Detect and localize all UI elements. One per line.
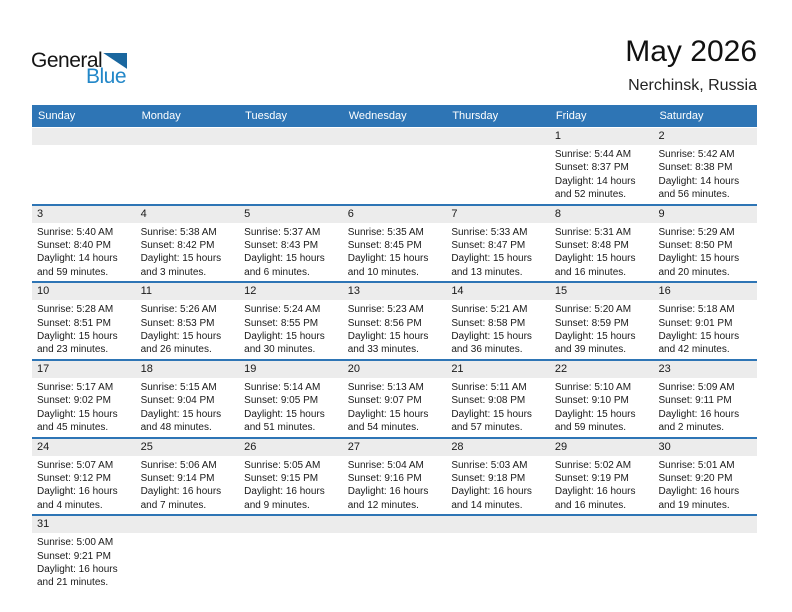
empty-day-cell — [343, 128, 447, 204]
sunrise-text: Sunrise: 5:42 AM — [658, 149, 735, 160]
sunrise-text: Sunrise: 5:10 AM — [554, 381, 632, 393]
day-number: 12 — [239, 283, 343, 300]
daylight-text: Daylight: 14 hours and 52 minutes. — [554, 175, 636, 201]
empty-day-cell — [446, 516, 550, 592]
sunset-text: Sunset: 9:04 PM — [140, 395, 215, 407]
day-number: 23 — [653, 361, 757, 378]
day-cell — [343, 439, 447, 515]
daylight-text: Daylight: 15 hours and 16 minutes. — [554, 253, 636, 278]
sunset-text: Sunset: 8:59 PM — [554, 317, 629, 329]
empty-day-cell — [550, 516, 654, 592]
day-details — [550, 223, 654, 282]
day-number: 6 — [343, 206, 447, 223]
daylight-text: Daylight: 15 hours and 10 minutes. — [347, 253, 429, 278]
day-number: 5 — [239, 206, 343, 223]
sunrise-text: Sunrise: 5:38 AM — [140, 226, 217, 238]
sunrise-text: Sunrise: 5:04 AM — [347, 459, 424, 471]
day-cell — [550, 439, 654, 515]
day-cell — [32, 206, 136, 282]
day-details — [239, 378, 343, 437]
title-block — [625, 36, 757, 95]
day-number: 1 — [550, 128, 654, 145]
day-number: 21 — [446, 361, 550, 378]
daylight-text: Daylight: 15 hours and 6 minutes. — [244, 253, 325, 278]
sunset-text: Sunset: 8:51 PM — [37, 317, 111, 329]
day-details — [32, 533, 136, 592]
sunrise-text: Sunrise: 5:18 AM — [658, 304, 735, 316]
day-details — [550, 533, 654, 538]
weekday-header-tuesday: Tuesday — [245, 110, 287, 122]
day-number: 15 — [550, 283, 654, 300]
day-cell — [343, 206, 447, 282]
day-number: 10 — [32, 283, 136, 300]
daylight-text: Daylight: 16 hours and 2 minutes. — [658, 408, 740, 434]
day-cell — [653, 439, 757, 515]
day-details — [550, 378, 654, 437]
day-number: 14 — [446, 283, 550, 300]
day-number: 2 — [653, 128, 757, 145]
day-cell — [550, 128, 654, 204]
day-number — [653, 516, 757, 533]
day-number: 19 — [239, 361, 343, 378]
day-cell — [550, 283, 654, 359]
day-number — [239, 128, 343, 145]
sunrise-text: Sunrise: 5:03 AM — [451, 459, 528, 471]
sunset-text: Sunset: 9:08 PM — [451, 395, 526, 407]
day-cell — [32, 361, 136, 437]
day-number — [343, 128, 447, 145]
sunrise-text: Sunrise: 5:20 AM — [554, 304, 632, 316]
day-details — [653, 378, 757, 437]
daylight-text: Daylight: 16 hours and 16 minutes. — [554, 486, 636, 511]
day-details — [239, 223, 343, 282]
day-number: 30 — [653, 439, 757, 456]
day-number: 7 — [446, 206, 550, 223]
sunrise-text: Sunrise: 5:13 AM — [347, 381, 424, 393]
daylight-text: Daylight: 14 hours and 59 minutes. — [37, 253, 118, 278]
sunrise-text: Sunrise: 5:23 AM — [347, 304, 424, 316]
week-row — [32, 283, 757, 361]
day-number: 20 — [343, 361, 447, 378]
sunrise-text: Sunrise: 5:15 AM — [140, 381, 217, 393]
day-number: 13 — [343, 283, 447, 300]
weekday-header-thursday: Thursday — [452, 110, 499, 122]
day-number — [32, 128, 136, 145]
daylight-text: Daylight: 15 hours and 23 minutes. — [37, 331, 118, 356]
day-number: 29 — [550, 439, 654, 456]
daylight-text: Daylight: 16 hours and 19 minutes. — [658, 486, 740, 511]
day-cell — [343, 361, 447, 437]
sunset-text: Sunset: 9:10 PM — [554, 395, 629, 407]
sunrise-text: Sunrise: 5:24 AM — [244, 304, 321, 316]
empty-day-cell — [136, 128, 240, 204]
day-number: 26 — [239, 439, 343, 456]
day-details — [653, 223, 757, 282]
logo-general-text: General — [31, 49, 103, 72]
day-details — [653, 145, 757, 204]
day-cell — [136, 439, 240, 515]
weekday-header-row — [32, 105, 757, 127]
daylight-text: Daylight: 15 hours and 48 minutes. — [140, 408, 222, 434]
day-cell — [136, 283, 240, 359]
day-details — [550, 300, 654, 359]
sunset-text: Sunset: 9:07 PM — [347, 395, 422, 407]
sunset-text: Sunset: 8:48 PM — [554, 240, 629, 252]
empty-day-cell — [32, 128, 136, 204]
weekday-header-friday: Friday — [555, 110, 587, 122]
sunset-text: Sunset: 9:05 PM — [244, 395, 319, 407]
sunset-text: Sunset: 8:43 PM — [244, 240, 319, 252]
sunrise-text: Sunrise: 5:05 AM — [244, 459, 321, 471]
day-cell — [653, 128, 757, 204]
sunset-text: Sunset: 9:20 PM — [658, 472, 733, 484]
daylight-text: Daylight: 16 hours and 4 minutes. — [37, 486, 118, 511]
day-number: 18 — [136, 361, 240, 378]
day-cell — [136, 361, 240, 437]
sunrise-text: Sunrise: 5:26 AM — [140, 304, 217, 316]
day-details — [446, 223, 550, 282]
sunrise-text: Sunrise: 5:31 AM — [554, 226, 632, 238]
day-cell — [653, 361, 757, 437]
day-details — [136, 533, 240, 538]
sunset-text: Sunset: 8:53 PM — [140, 317, 215, 329]
day-details — [239, 533, 343, 538]
sunrise-text: Sunrise: 5:11 AM — [451, 381, 527, 393]
day-details — [239, 145, 343, 150]
day-details — [653, 456, 757, 515]
day-number: 17 — [32, 361, 136, 378]
daylight-text: Daylight: 15 hours and 20 minutes. — [658, 253, 740, 278]
day-number: 24 — [32, 439, 136, 456]
day-cell — [239, 439, 343, 515]
sunset-text: Sunset: 8:40 PM — [37, 240, 111, 252]
daylight-text: Daylight: 16 hours and 21 minutes. — [37, 563, 118, 589]
daylight-text: Daylight: 15 hours and 3 minutes. — [140, 253, 222, 278]
daylight-text: Daylight: 16 hours and 14 minutes. — [451, 486, 532, 511]
day-cell — [550, 361, 654, 437]
day-details — [653, 533, 757, 538]
weekday-header-sunday: Sunday — [38, 110, 76, 122]
sunset-text: Sunset: 8:38 PM — [658, 162, 733, 174]
empty-day-cell — [239, 128, 343, 204]
week-row — [32, 206, 757, 284]
empty-day-cell — [446, 128, 550, 204]
day-number: 16 — [653, 283, 757, 300]
day-number — [136, 516, 240, 533]
day-details — [136, 456, 240, 515]
sunrise-text: Sunrise: 5:14 AM — [244, 381, 321, 393]
day-number: 9 — [653, 206, 757, 223]
weekday-header-monday: Monday — [141, 110, 181, 122]
day-details — [343, 300, 447, 359]
day-cell — [32, 516, 136, 592]
day-number — [550, 516, 654, 533]
daylight-text: Daylight: 16 hours and 7 minutes. — [140, 486, 222, 511]
sunset-text: Sunset: 8:45 PM — [347, 240, 422, 252]
daylight-text: Daylight: 15 hours and 13 minutes. — [451, 253, 532, 278]
day-details — [446, 533, 550, 538]
daylight-text: Daylight: 15 hours and 33 minutes. — [347, 331, 429, 356]
day-number: 3 — [32, 206, 136, 223]
day-details — [239, 456, 343, 515]
day-details — [446, 456, 550, 515]
day-number: 31 — [32, 516, 136, 533]
day-details — [653, 300, 757, 359]
week-row — [32, 128, 757, 206]
sunset-text: Sunset: 9:14 PM — [140, 472, 215, 484]
day-details — [32, 300, 136, 359]
day-details — [343, 533, 447, 538]
day-details — [446, 145, 550, 150]
daylight-text: Daylight: 15 hours and 59 minutes. — [554, 408, 636, 434]
month-title: May 2026 — [625, 35, 757, 68]
day-cell — [446, 206, 550, 282]
daylight-text: Daylight: 15 hours and 45 minutes. — [37, 408, 118, 434]
sunset-text: Sunset: 8:58 PM — [451, 317, 526, 329]
day-number: 28 — [446, 439, 550, 456]
day-cell — [343, 283, 447, 359]
day-details — [446, 378, 550, 437]
sunset-text: Sunset: 9:21 PM — [37, 550, 111, 562]
sunrise-text: Sunrise: 5:33 AM — [451, 226, 528, 238]
sunset-text: Sunset: 8:55 PM — [244, 317, 319, 329]
sunset-text: Sunset: 9:01 PM — [658, 317, 733, 329]
sunrise-text: Sunrise: 5:00 AM — [37, 537, 114, 549]
day-cell — [32, 283, 136, 359]
empty-day-cell — [136, 516, 240, 592]
day-number — [343, 516, 447, 533]
sunset-text: Sunset: 9:16 PM — [347, 472, 422, 484]
weekday-header-wednesday: Wednesday — [348, 110, 407, 122]
sunset-text: Sunset: 9:02 PM — [37, 395, 111, 407]
day-number: 11 — [136, 283, 240, 300]
logo-blue-text: Blue — [86, 65, 127, 88]
day-details — [239, 300, 343, 359]
day-cell — [136, 206, 240, 282]
day-details — [136, 378, 240, 437]
day-number — [239, 516, 343, 533]
sunset-text: Sunset: 9:18 PM — [451, 472, 526, 484]
daylight-text: Daylight: 16 hours and 12 minutes. — [347, 486, 429, 511]
sunrise-text: Sunrise: 5:29 AM — [658, 226, 735, 238]
day-cell — [32, 439, 136, 515]
sunrise-text: Sunrise: 5:07 AM — [37, 459, 114, 471]
daylight-text: Daylight: 15 hours and 26 minutes. — [140, 331, 222, 356]
day-details — [550, 145, 654, 204]
sunset-text: Sunset: 8:47 PM — [451, 240, 526, 252]
day-number — [136, 128, 240, 145]
day-details — [32, 145, 136, 150]
day-cell — [446, 283, 550, 359]
sunrise-text: Sunrise: 5:28 AM — [37, 304, 114, 316]
day-details — [32, 378, 136, 437]
sunrise-text: Sunrise: 5:17 AM — [37, 381, 114, 393]
daylight-text: Daylight: 15 hours and 30 minutes. — [244, 331, 325, 356]
day-number: 8 — [550, 206, 654, 223]
day-details — [343, 223, 447, 282]
day-details — [550, 456, 654, 515]
day-details — [32, 456, 136, 515]
day-details — [136, 145, 240, 150]
general-blue-logo — [31, 51, 127, 86]
daylight-text: Daylight: 15 hours and 54 minutes. — [347, 408, 429, 434]
day-cell — [550, 206, 654, 282]
day-details — [343, 145, 447, 150]
sunrise-text: Sunrise: 5:37 AM — [244, 226, 321, 238]
day-cell — [239, 283, 343, 359]
day-details — [136, 223, 240, 282]
calendar-weeks — [32, 128, 757, 592]
day-cell — [239, 361, 343, 437]
sunrise-text: Sunrise: 5:06 AM — [140, 459, 217, 471]
day-cell — [653, 206, 757, 282]
empty-day-cell — [343, 516, 447, 592]
sunset-text: Sunset: 9:12 PM — [37, 472, 111, 484]
sunrise-text: Sunrise: 5:35 AM — [347, 226, 424, 238]
day-cell — [446, 439, 550, 515]
sunset-text: Sunset: 8:37 PM — [554, 162, 629, 174]
sunset-text: Sunset: 8:56 PM — [347, 317, 422, 329]
sunrise-text: Sunrise: 5:40 AM — [37, 226, 114, 238]
daylight-text: Daylight: 15 hours and 39 minutes. — [554, 331, 636, 356]
location-subtitle: Nerchinsk, Russia — [628, 77, 757, 94]
daylight-text: Daylight: 16 hours and 9 minutes. — [244, 486, 325, 511]
sunset-text: Sunset: 8:50 PM — [658, 240, 733, 252]
day-cell — [446, 361, 550, 437]
daylight-text: Daylight: 15 hours and 51 minutes. — [244, 408, 325, 434]
sunset-text: Sunset: 9:15 PM — [244, 472, 319, 484]
day-details — [343, 378, 447, 437]
calendar-table — [32, 105, 757, 592]
day-cell — [653, 283, 757, 359]
empty-day-cell — [653, 516, 757, 592]
day-number — [446, 128, 550, 145]
empty-day-cell — [239, 516, 343, 592]
day-number — [446, 516, 550, 533]
day-details — [136, 300, 240, 359]
sunset-text: Sunset: 8:42 PM — [140, 240, 215, 252]
day-number: 22 — [550, 361, 654, 378]
sunrise-text: Sunrise: 5:44 AM — [554, 149, 632, 160]
daylight-text: Daylight: 15 hours and 57 minutes. — [451, 408, 532, 434]
week-row — [32, 516, 757, 592]
daylight-text: Daylight: 15 hours and 42 minutes. — [658, 331, 740, 356]
day-number: 25 — [136, 439, 240, 456]
day-details — [343, 456, 447, 515]
sunset-text: Sunset: 9:19 PM — [554, 472, 629, 484]
sunrise-text: Sunrise: 5:21 AM — [451, 304, 528, 316]
day-number: 4 — [136, 206, 240, 223]
daylight-text: Daylight: 14 hours and 56 minutes. — [658, 175, 740, 201]
week-row — [32, 439, 757, 517]
daylight-text: Daylight: 15 hours and 36 minutes. — [451, 331, 532, 356]
day-number: 27 — [343, 439, 447, 456]
week-row — [32, 361, 757, 439]
weekday-header-saturday: Saturday — [659, 110, 704, 122]
sunrise-text: Sunrise: 5:09 AM — [658, 381, 735, 393]
sunrise-text: Sunrise: 5:01 AM — [658, 459, 735, 471]
sunset-text: Sunset: 9:11 PM — [658, 395, 732, 407]
sunrise-text: Sunrise: 5:02 AM — [554, 459, 632, 471]
day-cell — [239, 206, 343, 282]
day-details — [446, 300, 550, 359]
day-details — [32, 223, 136, 282]
